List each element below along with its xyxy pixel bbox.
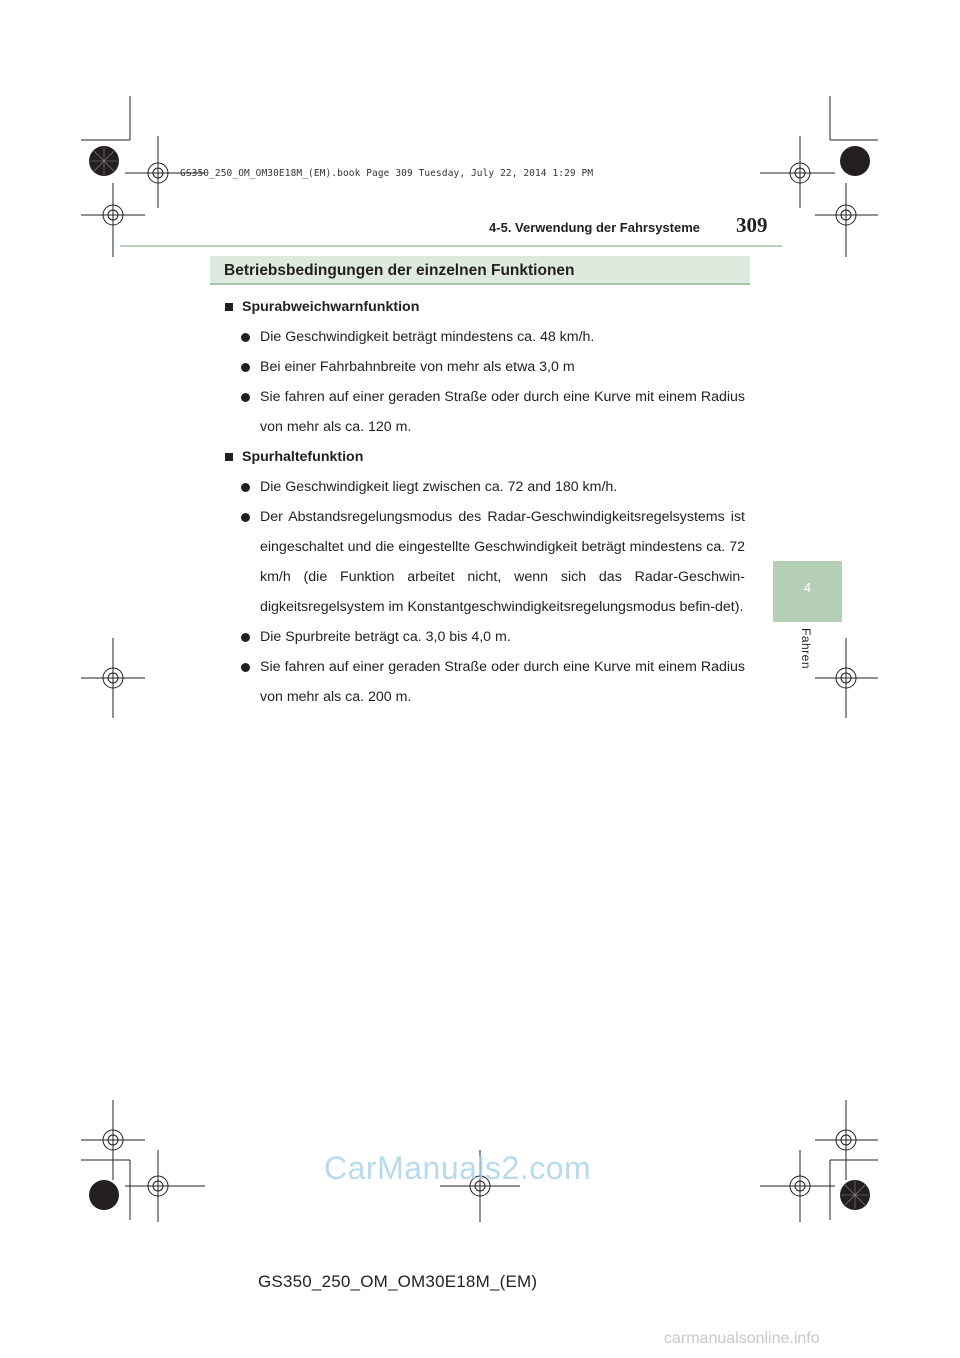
- square-bullet-icon: [225, 453, 233, 461]
- list-item-text: Die Geschwindigkeit liegt zwischen ca. 72 and 180 km/h.: [260, 479, 618, 495]
- bullet-dot-icon: [241, 483, 250, 492]
- list-item: [225, 652, 745, 712]
- list-item-text: Sie fahren auf einer geraden Straße oder durch eine Kurve mit einem Radius von mehr als ca. 120 m.: [260, 389, 745, 435]
- list-item-text: Bei einer Fahrbahnbreite von mehr als etwa 3,0 m: [260, 359, 575, 375]
- list-item: [225, 382, 745, 442]
- list-item: [225, 622, 745, 652]
- list-item: [225, 502, 745, 622]
- list-item-text: Der Abstandsregelungsmodus des Radar-Geschwindigkeitsregelsystems ist eingeschaltet und die eingestellte Geschwindigkeit beträgt mindestens ca. 72 km/h (die Funktion arbeitet nicht, wenn sich das Radar-Geschwin-digkeitsregelsystem im Konstantgeschwindigkeitsregelungsmodus befin-det).: [260, 509, 745, 615]
- section-heading: [225, 442, 745, 472]
- bullet-dot-icon: [241, 513, 250, 522]
- bullet-dot-icon: [241, 393, 250, 402]
- box-title: Betriebsbedingungen der einzelnen Funktionen: [224, 262, 575, 279]
- section-heading-text: Spurhaltefunktion: [242, 449, 364, 465]
- list-item: [225, 322, 745, 352]
- list-item: [225, 472, 745, 502]
- header-rule: [120, 245, 782, 247]
- book-info-line: GS350_250_OM_OM30E18M_(EM).book Page 309 Tuesday, July 22, 2014 1:29 PM: [180, 168, 594, 179]
- content: [225, 292, 745, 712]
- list-item-text: Die Geschwindigkeit beträgt mindestens ca. 48 km/h.: [260, 329, 595, 345]
- bullet-dot-icon: [241, 663, 250, 672]
- bullet-dot-icon: [241, 363, 250, 372]
- watermark-text: CarManuals2.com: [324, 1150, 592, 1186]
- square-bullet-icon: [225, 303, 233, 311]
- chapter-label: Fahren: [799, 628, 813, 670]
- section-heading-text: Spurabweichwarnfunktion: [242, 299, 420, 315]
- list-item-text: Die Spurbreite beträgt ca. 3,0 bis 4,0 m.: [260, 629, 511, 645]
- watermark-bottom: carmanualsonline.info: [664, 1330, 820, 1347]
- section: [225, 442, 745, 712]
- chapter-number: 4: [803, 580, 812, 595]
- footer-code: GS350_250_OM_OM30E18M_(EM): [258, 1272, 538, 1291]
- list-item-text: Sie fahren auf einer geraden Straße oder durch eine Kurve mit einem Radius von mehr als ca. 200 m.: [260, 659, 745, 705]
- bullet-dot-icon: [241, 633, 250, 642]
- section: [225, 292, 745, 442]
- list-item: [225, 352, 745, 382]
- bullet-dot-icon: [241, 333, 250, 342]
- page-number: 309: [736, 213, 768, 237]
- section-heading: [225, 292, 745, 322]
- section-title: 4-5. Verwendung der Fahrsysteme: [489, 220, 700, 235]
